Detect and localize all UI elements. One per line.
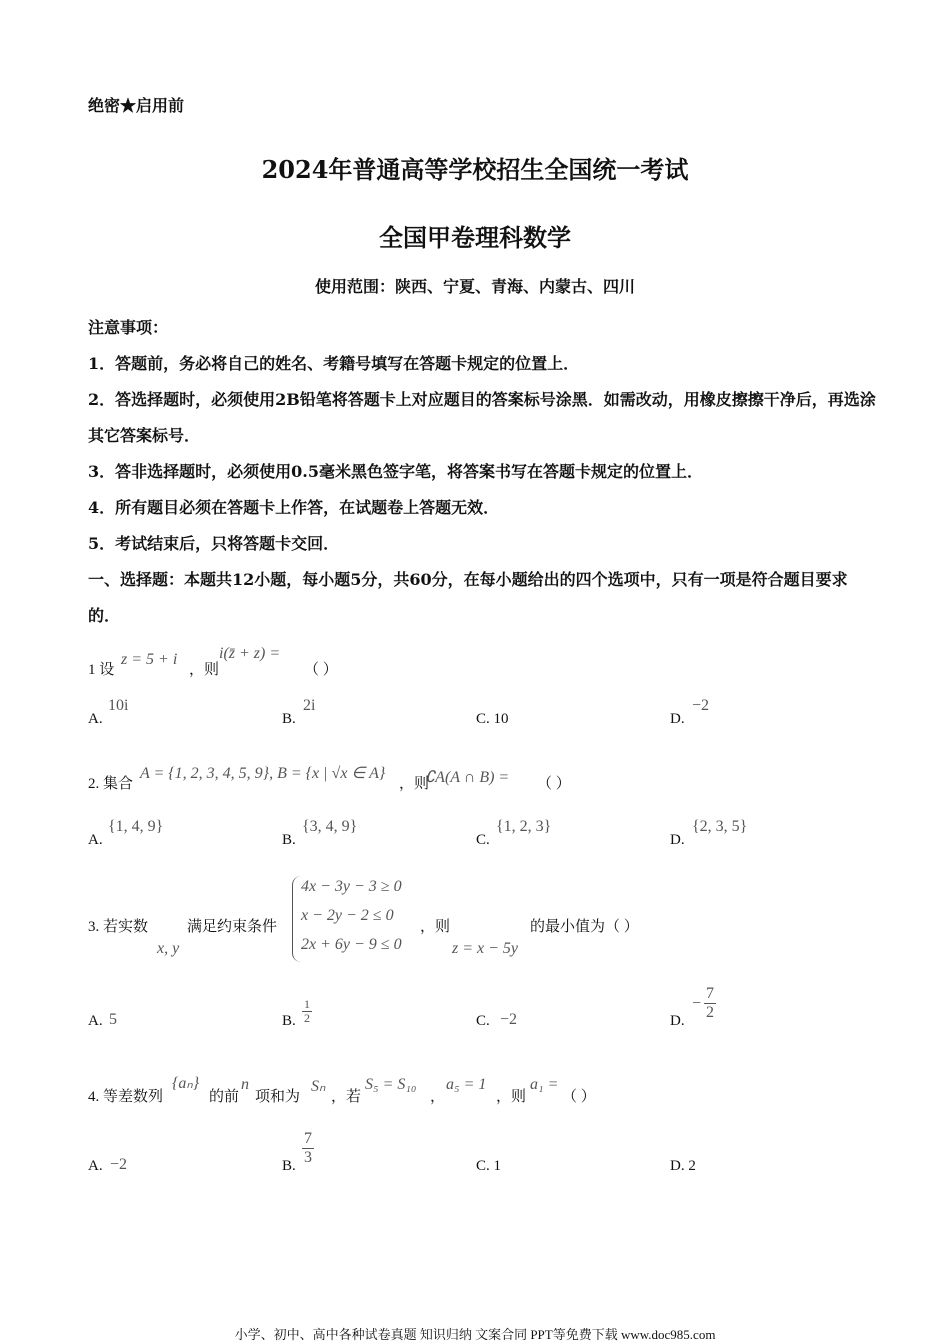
instructions: [88, 310, 878, 634]
q2-mid: ，则: [399, 776, 430, 792]
q1-option-a: 10i: [108, 697, 129, 714]
q1-option-d-label: D.: [670, 711, 685, 727]
note-item: 4．所有题目必须在答题卡上作答，在试题卷上答题无效．: [88, 498, 500, 517]
q4-option-c: C. 1: [476, 1158, 502, 1174]
q4-prefix: 4. 等差数列: [88, 1089, 164, 1105]
q3-option-b-fraction: [302, 998, 312, 1025]
q4-text-5: ，则: [496, 1089, 527, 1105]
q3-suffix: 的最小值为（ ）: [530, 919, 639, 935]
confidential-label: 绝密★启用前: [88, 96, 185, 115]
q2-paren: （ ）: [537, 776, 571, 792]
q2-expr1: A = {1, 2, 3, 4, 5, 9}, B = {x | √x ∈ A}: [140, 765, 386, 782]
q3-option-d-numerator: 7: [706, 985, 714, 1002]
exam-subtitle: 全国甲卷理科数学: [379, 223, 571, 252]
q4-text-2: 项和为: [255, 1089, 301, 1105]
q3-mid2: ，则: [420, 919, 451, 935]
q4-sequence: {aₙ}: [172, 1075, 200, 1092]
q1-option-a-label: A.: [88, 711, 103, 727]
notes-heading: 注意事项：: [88, 318, 169, 337]
q2-option-c: {1, 2, 3}: [496, 818, 552, 835]
q3-option-d-fraction: [704, 985, 716, 1021]
q4-option-b-denominator: 3: [304, 1148, 312, 1166]
q4-option-a: −2: [110, 1156, 128, 1173]
q1-expr1: z = 5 + i: [121, 651, 178, 668]
q2-expr2: ∁A(A ∩ B) =: [425, 769, 510, 786]
q3-option-d-label: D.: [670, 1013, 685, 1029]
q4-option-b-fraction: [302, 1130, 314, 1166]
q3-option-b-denominator: 2: [304, 1011, 310, 1026]
q3-option-a-label: A.: [88, 1013, 103, 1029]
q4-condition-2: a₅ = 1: [446, 1076, 487, 1093]
exam-title: 2024年普通高等学校招生全国统一考试: [261, 155, 689, 184]
q3-vars: x, y: [157, 940, 180, 957]
page-footer: 小学、初中、高中各种试卷真题 知识归纳 文案合同 PPT等免费下载 www.doc985.com: [234, 1327, 716, 1342]
usage-scope: 使用范围：陕西、宁夏、青海、内蒙古、四川: [314, 277, 635, 296]
q3-option-a: 5: [109, 1011, 117, 1028]
q3-mid1: 满足约束条件: [187, 919, 278, 935]
q3-option-b-label: B.: [282, 1013, 296, 1029]
q3-expr: z = x − 5y: [452, 940, 519, 957]
note-item: 2．答选择题时，必须使用2B铅笔将答题卡上对应题目的答案标号涂黑．如需改动，用橡皮擦擦干净后，再选涂其它答案标号．: [88, 390, 876, 445]
q4-option-d: D. 2: [670, 1158, 696, 1174]
q3-option-c: −2: [500, 1011, 518, 1028]
q2-option-d: {2, 3, 5}: [692, 818, 748, 835]
q4-condition-1: S₅ = S₁₀: [365, 1076, 417, 1093]
q3-option-d-sign: −: [692, 995, 702, 1012]
q1-option-b-label: B.: [282, 711, 296, 727]
q4-text-1: 的前: [209, 1089, 240, 1105]
q4-target: a₁ =: [530, 1076, 559, 1093]
q4-option-b-label: B.: [282, 1158, 296, 1174]
note-item: 1．答题前，务必将自己的姓名、考籍号填写在答题卡规定的位置上．: [88, 354, 580, 373]
q2-prefix: 2. 集合: [88, 776, 134, 792]
q4-option-a-label: A.: [88, 1158, 103, 1174]
q3-constraint-1: 4x − 3y − 3 ≥ 0: [301, 878, 402, 895]
q4-n: n: [241, 1076, 249, 1093]
q1-option-c: C. 10: [476, 711, 509, 727]
q4-option-b-numerator: 7: [304, 1130, 312, 1147]
section-heading: 一、选择题：本题共12小题，每小题5分，共60分，在每小题给出的四个选项中，只有一项是符合题目要求的．: [88, 570, 848, 625]
q1-option-d: −2: [692, 697, 710, 714]
q1-prefix: 1 设: [88, 662, 115, 678]
q3-option-b-numerator: 1: [304, 997, 310, 1011]
q4-text-4: ，: [430, 1089, 446, 1105]
q1-expr2: i(z̄ + z) =: [219, 645, 281, 662]
q1-paren: （ ）: [304, 662, 338, 678]
q3-prefix: 3. 若实数: [88, 919, 149, 935]
q2-option-c-label: C.: [476, 832, 490, 848]
q4-sn: Sₙ: [311, 1078, 326, 1095]
q3-option-c-label: C.: [476, 1013, 490, 1029]
note-item: 5．考试结束后，只将答题卡交回．: [88, 534, 340, 553]
note-item: 3．答非选择题时，必须使用0.5毫米黑色签字笔，将答案书写在答题卡规定的位置上．: [88, 462, 703, 481]
constraint-brace: [292, 876, 301, 962]
q2-option-a: {1, 4, 9}: [108, 818, 164, 835]
q3-option-d-denominator: 2: [706, 1003, 714, 1021]
q1-mid: ，则: [189, 662, 220, 678]
q2-option-a-label: A.: [88, 832, 103, 848]
q4-text-3: ，若: [331, 1089, 362, 1105]
q2-option-b: {3, 4, 9}: [302, 818, 358, 835]
q3-constraint-2: x − 2y − 2 ≤ 0: [301, 907, 394, 924]
q2-option-b-label: B.: [282, 832, 296, 848]
q3-constraint-3: 2x + 6y − 9 ≤ 0: [301, 936, 402, 953]
q4-paren: （ ）: [562, 1089, 596, 1105]
q1-option-b: 2i: [303, 697, 316, 714]
q2-option-d-label: D.: [670, 832, 685, 848]
